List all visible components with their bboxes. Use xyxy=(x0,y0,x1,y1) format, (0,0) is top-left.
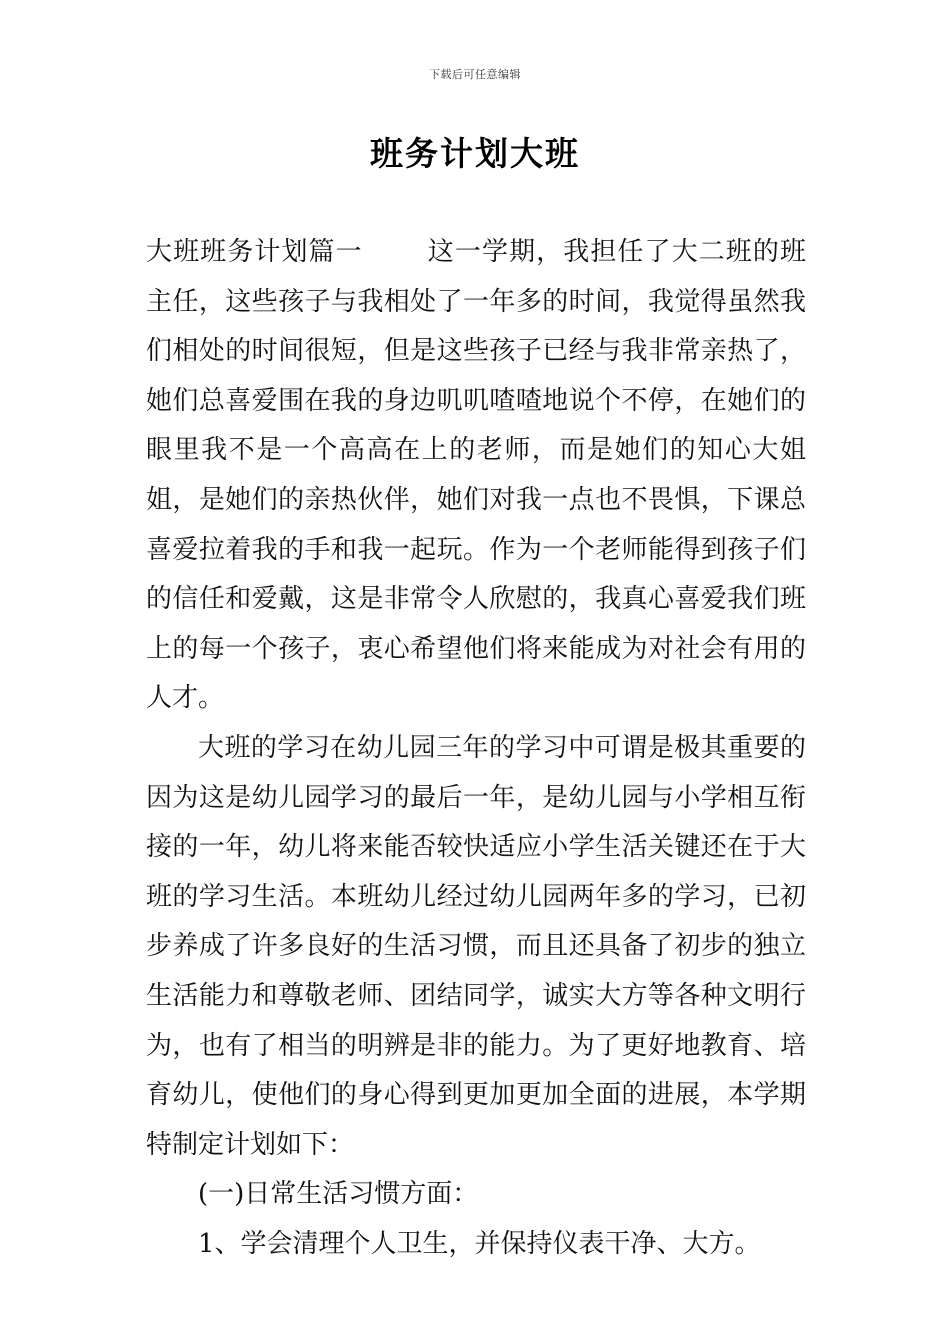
intro-text: 这一学期，我担任了大二班的班主任，这些孩子与我相处了一年多的时间，我觉得虽然我们相处的时间很短，但是这些孩子已经与我非常亲热了，她们总喜爱围在我的身边叽叽喳喳地说个不停，在她们的眼里我不是一个高高在上的老师，而是她们的知心大姐姐，是她们的亲热伙伴，她们对我一点也不畏惧，下课总喜爱拉着我的手和我一起玩。作为一个老师能得到孩子们的信任和爱戴，这是非常令人欣慰的，我真心喜爱我们班上的每一个孩子，衷心希望他们将来能成为对社会有用的人才。 xyxy=(146,237,806,714)
section-heading-1: (一)日常生活习惯方面： xyxy=(198,1179,479,1210)
header-note: 下载后可任意编辑 xyxy=(429,68,521,81)
intro-paragraph xyxy=(146,228,806,724)
paragraph-2: 大班的学习在幼儿园三年的学习中可谓是极其重要的因为这是幼儿园学习的最后一年，是幼儿园与小学相互衔接的一年，幼儿将来能否较快适应小学生活关键还在于大班的学习生活。本班幼儿经过幼儿园两年多的学习，已初步养成了许多良好的生活习惯，而且还具备了初步的独立生活能力和尊敬老师、团结同学，诚实大方等各种文明行为，也有了相当的明辨是非的能力。为了更好地教育、培育幼儿，使他们的身心得到更加更加全面的进展，本学期特制定计划如下： xyxy=(146,732,806,1160)
intro-heading: 大班班务计划篇一 xyxy=(146,237,363,267)
list-item-1: 1、学会清理个人卫生，并保持仪表干净、大方。 xyxy=(198,1228,761,1259)
page-title: 班务计划大班 xyxy=(370,134,580,173)
document-body xyxy=(146,228,806,1269)
